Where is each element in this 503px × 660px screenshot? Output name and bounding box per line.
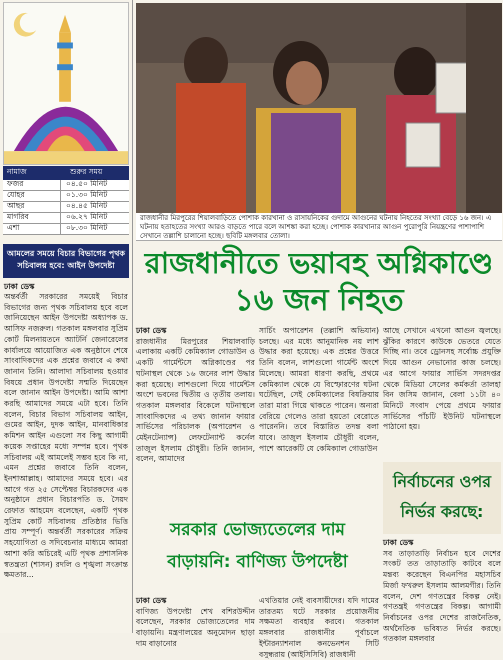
main-story-text-2: সার্চিং অপারেশন (তল্লাশি অভিযান) চলছে। এর মধ্যে আনুমানিক নয় লাশ উদ্ধার করা হয়েছে। এক প্রশ্নের উত্তরে তিনি বলেন, লাশগুলো গার্মেন্ট অংশে মিলেছে। আমরা ধারণা করছি, প্রথমে কেমিক্যাল থেকে যে বিস্ফোরণের ঘটনা ঘটেছিল, সেই কেমিক্যালের বিষক্রিয়ায় তারা মারা গিয়ে থাকতে পারেন। অন্যরা বেরিয়ে গেলেও তারা হয়তো বেরোতে পারেননি। তবে বিস্তারিত তদন্ত বলা যাবে। তাজুল ইসলাম চৌধুরী বলেন, পাশে আরেকটি যে কেমিক্যাল গোডাউন: [259, 326, 379, 453]
sub-headline-line1: সরকার ভোজ্যতেলের দাম: [170, 520, 345, 540]
main-headline-line1: রাজধানীতে ভয়াবহ অগ্নিকাণ্ডে: [144, 246, 494, 280]
prayer-time: ০৪.৪৫ মিনিট: [66, 201, 108, 210]
mosque-illustration: [3, 2, 129, 165]
prayer-name: যোহর: [3, 191, 61, 201]
main-story-tag: ঢাকা ডেস্ক: [136, 326, 167, 335]
left-story-headline[interactable]: আমলের সময়ে বিচার বিভাগের পৃথক সচিবালয় হবে: আইন উপদেষ্টা: [3, 244, 129, 278]
main-headline[interactable]: [136, 244, 502, 322]
left-column: [0, 0, 133, 633]
prayer-header-time: শুরুর সময়: [70, 167, 103, 176]
prayer-header-name: নামাজ: [7, 167, 27, 176]
sub-story-tag: ঢাকা ডেস্ক: [136, 596, 167, 605]
sub-headline-line2: বাড়ায়নি: বাণিজ্য উপদেষ্টা: [167, 552, 348, 572]
left-story-body: অন্তর্বর্তী সরকারের সময়েই বিচার বিভাগের জন্য পৃথক সচিবালয় হবে বলে জানিয়েছেন আইন উপদেষ্টা অধ্যাপক ড. আসিফ নজরুল। গতকাল মঙ্গলবার সুপ্রিম কোর্ট মিলনায়তনে অ্যাটর্নি জেনারেলের কার্যালয়ে আয়োজিত এক অনুষ্ঠানে শেষে সাংবাদিকদের এক প্রশ্নের জবাবে এ কথা জানান তিনি। আলাদা সচিবালয় হওয়ার বিষয়ে প্রধান উপদেষ্টা সম্মতি দিয়েছেন বলে জানান আইন উপদেষ্টা। আমি আশা করছি আমাদের সময়ে এটা হবে। তিনি বলেন, বিচার বিভাগ সচিবালয় আইন, গুমের আইন, দুদক আইন, মানবাধিকার কমিশন আইন এগুলো সব কিছু আগামী কয়েক সপ্তাহের মধ্যে সম্পন্ন হবে। পৃথক সচিবালয় এই আমলেই সম্ভব হবে কি না, এমন প্রশ্নের জবাবে তিনি বলেন, ইনশাআল্লাহ। আমাদের সময়ে হবে। এর আগে গত ২৫ সেপ্টেম্বর বিচারকদের এক অনুষ্ঠানে প্রধান বিচারপতি ড. সৈয়দ রেফাত আহমেদ বলেছেন, একটি পৃথক সুপ্রিম কোর্ট সচিবালয় প্রতিষ্ঠার ভিত্তি প্রায় সম্পূর্ণ। অন্তর্বর্তী সরকারের সক্রিয় সহযোগিতা ও সদিবেচনার মাধ্যমে আমরা আশা করি অচিরেই এটি পৃথক প্রশাসনিক স্বতন্ত্রতা (শাসন) রদলি ও শৃঙ্খলা সংক্রান্ত ক্ষমতার...: [4, 292, 128, 580]
main-headline-line2: ১৬ জন নিহত: [234, 283, 404, 318]
prayer-table-header: [3, 166, 129, 180]
prayer-time: ০৬.২৭ মিনিট: [66, 212, 108, 221]
right-story-headline[interactable]: [383, 462, 501, 534]
left-story-tag: ঢাকা ডেস্ক: [4, 282, 35, 291]
main-story-text-1: রাজধানীর মিরপুরের শিয়ালবাড়ি এলাকায় একটি কেমিক্যাল গোডাউন ও একটি গার্মেন্টসে অগ্নিকাণ্ডের পর ঘটনাস্থল থেকে ১৬ জনের লাশ উদ্ধার করা হয়েছে। লাশগুলো দিয়ে গার্মেন্টস অংশে ভবনের দ্বিতীয় ও তৃতীয় তলায়। গতকাল মঙ্গলবার বিকেলে ঘটনাস্থলে সাংবাদিকদের এ তথ্য জানান ফায়ার সার্ভিসের পরিচালক (অপারেশন ও মেইনটেন্যান্স) লেফটেন্যান্ট কর্নেল তাজুল ইসলাম চৌধুরী। তিনি জানান, বলেন, আমাদের: [136, 336, 255, 464]
prayer-times-table: [3, 166, 129, 235]
prayer-time: ০১.৩০ মিনিট: [66, 190, 108, 199]
sub-story-col2: [259, 596, 379, 659]
prayer-time: ০৮.৩০ মিনিট: [66, 223, 108, 232]
right-headline-line1: নির্বাচনের ওপর: [392, 472, 492, 491]
prayer-time: ০৪.৫০ মিনিট: [66, 179, 108, 188]
sub-story-text-2: এখতিয়ার নেই ব্যবসায়ীদের। যদি দামের তারতম্য ঘটে সরকার প্রয়োজনীয় সক্ষমতা ব্যবহার করবে। গতকাল মঙ্গলবার রাজধানীর পূর্বাচলে ইন্টারন্যাশনাল কনভেনশন সিটি বসুন্ধরায় (আইসিসিবি) রাজধানী: [259, 596, 379, 659]
right-story-text: সব তাড়াতাড়ি নির্বাচন হবে দেশের সংকট তত তাড়াতাড়ি কাটবে বলে মন্তব্য করেছেন বিএনপির মহাসচিব মির্জা ফখরুল ইসলাম আলমগীর। তিনি বলেন, দেশ গণতন্ত্রের বিকল্প নেই। গণতন্ত্রই গণতন্ত্রের বিকল্প। আগামী নির্বাচনের ওপর দেশের রাজনৈতিক, অর্থনৈতিক ভবিষ্যত নির্ভর করছে। গতকাল মঙ্গলবার: [383, 548, 501, 644]
main-story-col1: [136, 326, 255, 512]
prayer-name: মাগরিব: [3, 213, 61, 223]
prayer-name: ফজর: [3, 180, 61, 190]
right-story-col: [383, 538, 501, 644]
prayer-name: এশা: [3, 224, 61, 234]
main-story-col2: [259, 326, 379, 512]
prayer-row: [3, 224, 129, 235]
fire-victims-photo: [136, 3, 502, 213]
right-headline-line2: নির্ভর করছে:: [400, 502, 484, 521]
sub-story-col1: [136, 596, 255, 648]
photo-caption: রাজধানীর মিরপুরের শিয়ালবাড়িতে পোশাক কারখানা ও রাসায়নিকের গুদামে আগুনের ঘটনায় নিহতের সংখ্যা বেড়ে ১৬ জন। এ ঘটনায় হতাহতের সংখ্যা আরও বাড়তে পারে বলে আশঙ্কা করা হচ্ছে। পোশাক কারখানার আগুন পুরোপুরি নিয়ন্ত্রণের পাশাপাশি সেখানে তল্লাশি চালানো হচ্ছে। ছবিটি মঙ্গলবার তোলা।: [136, 213, 502, 241]
sub-headline[interactable]: [136, 514, 379, 594]
sub-story-text-1: বাণিজ্য উপদেষ্টা শেখ বশিরউদ্দীন বলেছেন, সরকার ভোজ্যতেলের দাম বাড়ায়নি। মন্ত্রণালয়ের অনুমোদন ছাড়া দাম বাড়ানোর: [136, 606, 255, 648]
right-story-tag: ঢাকা ডেস্ক: [383, 538, 414, 547]
main-story-col3: [383, 326, 501, 460]
main-story-text-3: আছে সেখানে এখনো আগুন জ্বলছে। ঝুঁকির কারণে কাউকে ভেতরে যেতে দিচ্ছি না। তবে ড্রোনসহ সর্বোচ্চ প্রযুক্তি দিয়ে আগুন নেভানোর কাজ চলছে। এর আগে ফায়ার সার্ভিস সদরদপ্তর থেকে মিডিয়া সেলের কর্মকর্তা তালহা বিন জসিম জানান, বেলা ১১টা ৪০ মিনিটে সংবাদ পেয়ে প্রথমে ফায়ার সার্ভিসের পাঁচটি ইউনিট ঘটনাস্থলে পাঠানো হয়।: [383, 326, 501, 432]
prayer-name: আছর: [3, 202, 61, 212]
